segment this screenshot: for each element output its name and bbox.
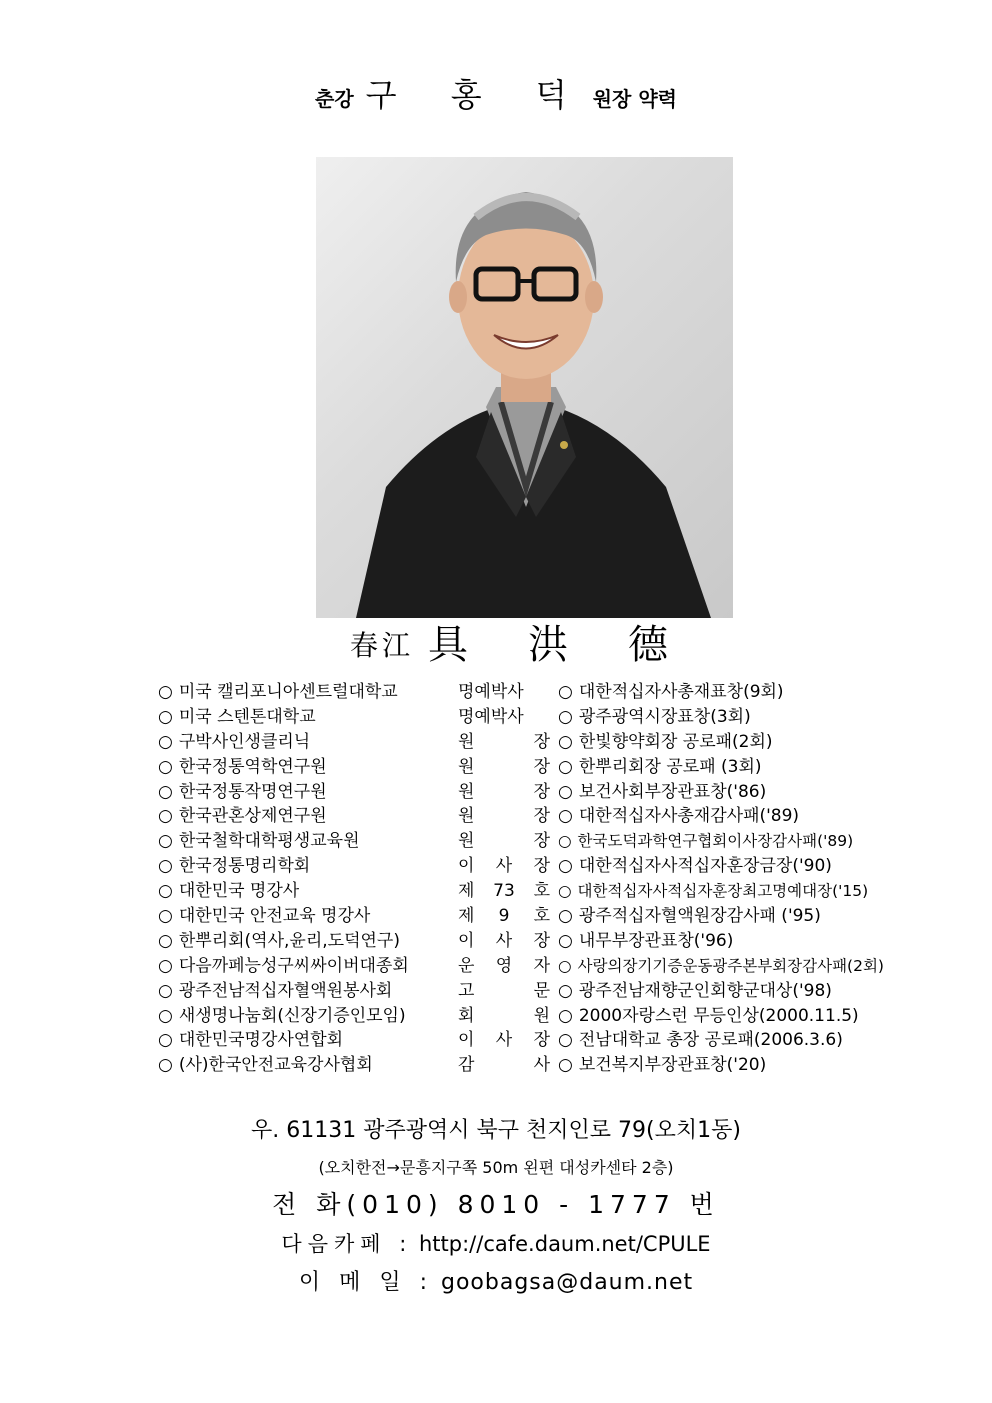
career-row — [158, 755, 918, 780]
bullet-icon: ○ — [558, 781, 573, 802]
bullet-icon: ○ — [558, 682, 573, 702]
bullet-icon: ○ — [558, 832, 572, 851]
bullet-icon: ○ — [558, 756, 573, 777]
career-award — [558, 954, 918, 979]
bullet-icon: ○ — [158, 980, 173, 1001]
portrait-photo — [316, 157, 733, 618]
career-row — [158, 1004, 918, 1029]
title-suffix: 원장 약력 — [592, 87, 677, 111]
career-org — [158, 755, 458, 780]
hanja-pen-name: 春江 — [350, 629, 415, 662]
phone-line — [0, 1185, 992, 1221]
hanja-char: 洪 — [528, 622, 569, 668]
career-award-text: 대한적십자사적십자훈장최고명예대장('15) — [577, 882, 869, 901]
career-org — [158, 854, 458, 879]
career-row — [158, 904, 918, 929]
career-award-text: 보건복지부장관표창('20) — [578, 1055, 767, 1076]
career-position: 제 73 호 — [458, 881, 550, 902]
career-award-text: 한빛향약회장 공로패(2회) — [578, 731, 773, 752]
career-org — [158, 904, 458, 929]
bullet-icon: ○ — [158, 781, 173, 802]
career-position: 회 원 — [458, 1005, 550, 1026]
bullet-icon: ○ — [558, 1055, 573, 1076]
career-award — [558, 730, 918, 755]
career-org — [158, 829, 458, 854]
career-org-text: 구박사인생클리닉 — [178, 731, 311, 752]
career-award — [558, 1028, 918, 1053]
bullet-icon: ○ — [158, 706, 173, 727]
career-position: 제 9 호 — [458, 906, 550, 927]
career-award-text: 한뿌리회장 공로패 (3회) — [578, 756, 762, 777]
email-line — [0, 1265, 992, 1296]
bullet-icon: ○ — [158, 756, 173, 777]
career-award — [558, 1053, 918, 1078]
career-row — [158, 705, 918, 730]
career-row — [158, 1053, 918, 1078]
career-award — [558, 804, 918, 829]
bullet-icon: ○ — [158, 1005, 173, 1026]
phone-label: 전 화 — [272, 1190, 347, 1219]
career-org-text: 한국정통작명연구원 — [178, 781, 327, 802]
career-org-text: 대한민국명강사연합회 — [178, 1030, 344, 1051]
career-position: 명예박사 — [458, 706, 524, 727]
career-row — [158, 979, 918, 1004]
career-award — [558, 829, 918, 854]
career-org — [158, 929, 458, 954]
career-org-text: 대한민국 명강사 — [178, 881, 300, 902]
career-row — [158, 780, 918, 805]
career-award-text: 대한적십자사적십자훈장금장('90) — [578, 856, 832, 877]
career-row — [158, 879, 918, 904]
address: 우. 61131 광주광역시 북구 천지인로 79(오치1동) — [251, 1118, 741, 1143]
bullet-icon: ○ — [158, 806, 173, 827]
career-org-text: 한국정통역학연구원 — [178, 756, 327, 777]
career-org-text: 광주전남적십자혈액원봉사회 — [178, 980, 393, 1001]
career-award-text: 보건사회부장관표창('86) — [578, 781, 767, 802]
career-award — [558, 979, 918, 1004]
career-row — [158, 804, 918, 829]
career-award-text: 2000자랑스런 무등인상(2000.11.5) — [578, 1005, 859, 1026]
bullet-icon: ○ — [558, 806, 573, 827]
bullet-icon: ○ — [558, 956, 572, 975]
career-org — [158, 705, 458, 730]
hanja-char: 具 — [428, 622, 469, 668]
career-award-text: 전남대학교 총장 공로패(2006.3.6) — [578, 1030, 843, 1051]
bullet-icon: ○ — [158, 1030, 173, 1051]
email-label: 이 메 일 : — [298, 1270, 433, 1295]
bullet-icon: ○ — [558, 980, 573, 1001]
career-award — [558, 705, 918, 730]
career-award-text: 내무부장관표창('96) — [578, 930, 734, 951]
career-award-text: 광주전남재향군인회향군대상('98) — [578, 980, 832, 1001]
hanja-full-name — [428, 613, 728, 670]
career-org — [158, 879, 458, 904]
career-position: 원 장 — [458, 806, 550, 827]
career-org — [158, 680, 458, 705]
career-position: 운 영 자 — [458, 955, 550, 976]
career-org — [158, 1004, 458, 1029]
hanja-char: 德 — [628, 622, 669, 668]
career-org — [158, 954, 458, 979]
page-title — [0, 70, 992, 116]
career-row — [158, 1028, 918, 1053]
career-award-text: 광주적십자혈액원장감사패 ('95) — [578, 906, 821, 927]
career-award — [558, 780, 918, 805]
career-award — [558, 854, 918, 879]
bullet-icon: ○ — [558, 856, 573, 877]
bullet-icon: ○ — [158, 881, 173, 902]
bullet-icon: ○ — [558, 1030, 573, 1051]
career-org-text: 미국 캘리포니아센트럴대학교 — [178, 682, 398, 702]
career-org — [158, 1053, 458, 1078]
career-org-text: 다음까페능성구씨싸이버대종회 — [178, 955, 409, 976]
career-award — [558, 929, 918, 954]
bullet-icon: ○ — [158, 831, 173, 852]
bullet-icon: ○ — [158, 955, 173, 976]
title-prefix: 춘강 — [315, 87, 354, 111]
career-list — [158, 680, 918, 1078]
bullet-icon: ○ — [558, 930, 573, 951]
career-row — [158, 730, 918, 755]
bullet-icon: ○ — [558, 706, 573, 727]
career-position: 원 장 — [458, 781, 550, 802]
title-name: 구 홍 덕 — [365, 76, 589, 114]
cafe-label: 다음카페 : — [281, 1232, 413, 1256]
career-position: 이 사 장 — [458, 1030, 550, 1051]
career-position: 원 장 — [458, 756, 550, 777]
career-org-text: 한뿌리회(역사,윤리,도덕연구) — [178, 930, 400, 951]
career-award-text: 대한적십자사총재감사패('89) — [578, 806, 800, 827]
career-org-text: 한국관혼상제연구원 — [178, 806, 327, 827]
career-org-text: 한국정통명리학회 — [178, 856, 311, 877]
career-award — [558, 680, 918, 705]
career-award-text: 사랑의장기기증운동광주본부회장감사패(2회) — [577, 956, 884, 975]
career-award-text: 광주광역시장표창(3회) — [578, 706, 751, 727]
career-position: 감 사 — [458, 1055, 550, 1076]
email-link[interactable]: goobagsa@daum.net — [440, 1270, 694, 1295]
career-position: 이 사 장 — [458, 930, 550, 951]
bullet-icon: ○ — [158, 906, 173, 927]
career-row — [158, 929, 918, 954]
career-row — [158, 680, 918, 705]
career-org-text: 미국 스텐톤대학교 — [178, 706, 316, 727]
career-org-text: 새생명나눔회(신장기증인모임) — [178, 1005, 406, 1026]
hanja-name — [350, 613, 728, 670]
career-award — [558, 904, 918, 929]
bullet-icon: ○ — [558, 906, 573, 927]
career-award — [558, 1004, 918, 1029]
bullet-icon: ○ — [158, 930, 173, 951]
career-position: 명예박사 — [458, 682, 524, 702]
career-org — [158, 1028, 458, 1053]
career-position: 원 장 — [458, 831, 550, 852]
cafe-link[interactable]: http://cafe.daum.net/CPULE — [419, 1232, 711, 1256]
career-award — [558, 755, 918, 780]
bullet-icon: ○ — [158, 856, 173, 877]
career-org-text: 한국철학대학평생교육원 — [178, 831, 360, 852]
portrait-illustration — [316, 157, 733, 618]
career-org-text: 대한민국 안전교육 명강사 — [178, 906, 371, 927]
career-position: 이 사 장 — [458, 856, 550, 877]
bullet-icon: ○ — [158, 682, 173, 702]
career-org — [158, 780, 458, 805]
career-row — [158, 829, 918, 854]
directions: (오치한전→문흥지구쪽 50m 왼편 대성카센타 2층) — [318, 1158, 674, 1177]
bullet-icon: ○ — [558, 731, 573, 752]
career-org-text: (사)한국안전교육강사협회 — [178, 1055, 373, 1076]
career-row — [158, 954, 918, 979]
career-award — [558, 879, 918, 904]
career-award-text: 대한적십자사총재표창(9회) — [578, 682, 784, 702]
bullet-icon: ○ — [158, 731, 173, 752]
career-award-text: 한국도덕과학연구협회이사장감사패('89) — [577, 832, 854, 851]
career-org — [158, 804, 458, 829]
phone-number: (010) 8010 - 1777 번 — [346, 1190, 720, 1219]
bullet-icon: ○ — [558, 882, 572, 901]
career-org — [158, 730, 458, 755]
career-row — [158, 854, 918, 879]
career-position: 고 문 — [458, 980, 550, 1001]
bullet-icon: ○ — [558, 1005, 573, 1026]
career-org — [158, 979, 458, 1004]
career-position: 원 장 — [458, 731, 550, 752]
cafe-line — [0, 1228, 992, 1258]
bullet-icon: ○ — [158, 1055, 173, 1076]
